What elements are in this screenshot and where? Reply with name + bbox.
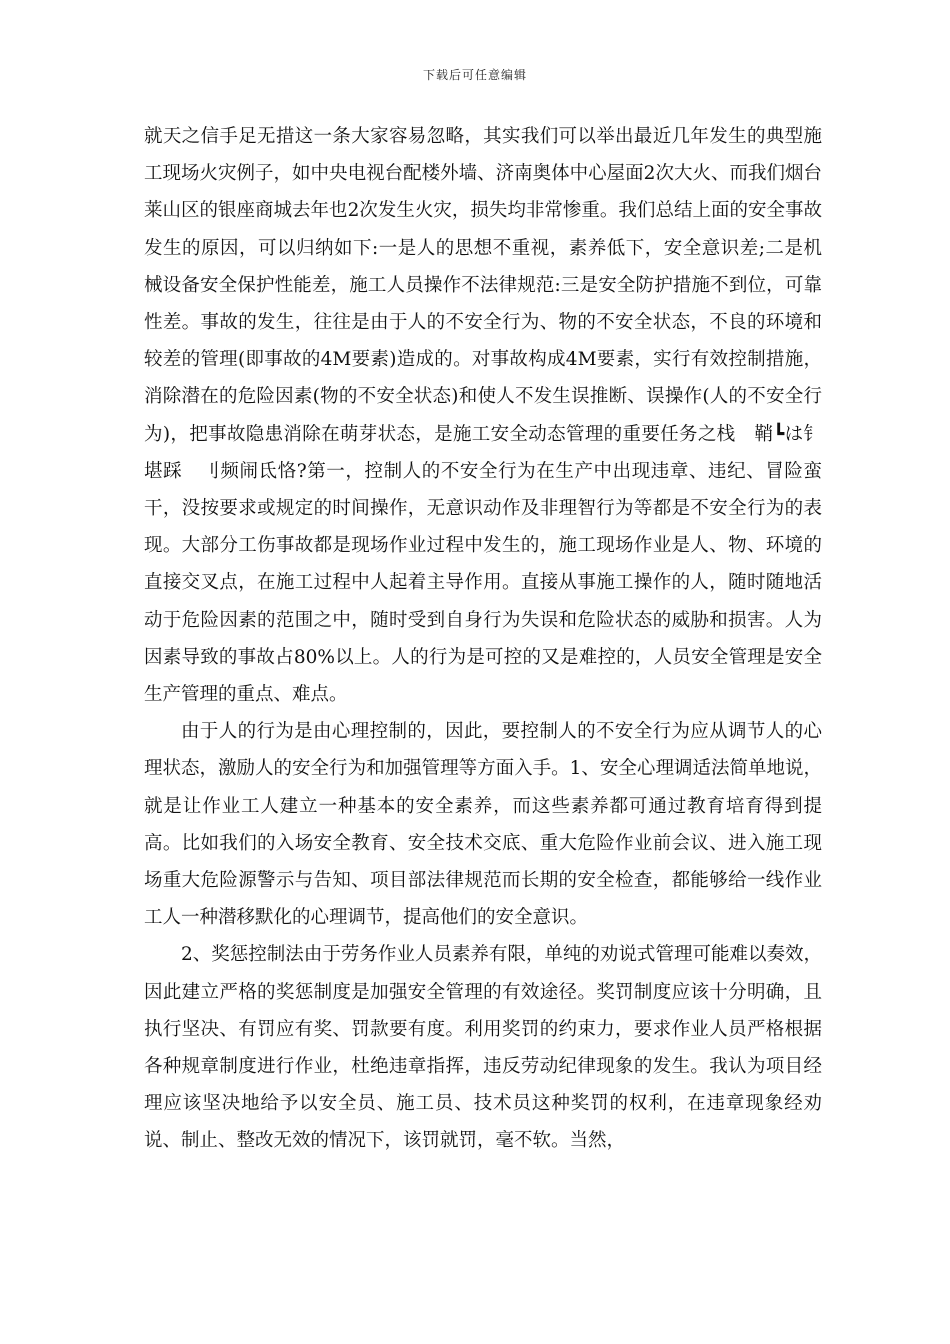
paragraph-2: 由于人的行为是由心理控制的，因此，要控制人的不安全行为应从调节人的心理状态，激励人的安全行为和加强管理等方面入手。1、安全心理调适法简单地说，就是让作业工人建立一种基本的安全素养，而这些素养都可通过教育培育得到提高。比如我们的入场安全教育、安全技术交底、重大危险作业前会议、进入施工现场重大危险源警示与告知、项目部法律规范而长期的安全检查，都能够给一线作业工人一种潜移默化的心理调节，提高他们的安全意识。 [144,721,822,929]
body-text [144,118,822,1160]
paragraph-1: 就天之信手足无措这一条大家容易忽略，其实我们可以举出最近几年发生的典型施工现场火灾例子，如中央电视台配楼外墙、济南奥体中心屋面2次大火、而我们烟台莱山区的银座商城去年也2次发生火灾，损失均非常惨重。我们总结上面的安全事故发生的原因，可以归纳如下:一是人的思想不重视，素养低下，安全意识差;二是机械设备安全保护性能差，施工人员操作不法律规范:三是安全防护措施不到位，可靠性差。事故的发生，往往是由于人的不安全行为、物的不安全状态，不良的环境和较差的管理(即事故的4M要素)造成的。对事故构成4M要素，实行有效控制措施，消除潜在的危险因素(物的不安全状态)和使人不发生误推断、误操作(人的不安全行为)，把事故隐患消除在萌芽状态，是施工安全动态管理的重要任务之栈 鞘┗は钅堪踩 刂频闹氐恪?第一，控制人的不安全行为在生产中出现违章、违纪、冒险蛮干，没按要求或规定的时间操作，无意识动作及非理智行为等都是不安全行为的表现。大部分工伤事故都是现场作业过程中发生的，施工现场作业是人、物、环境的直接交叉点，在施工过程中人起着主导作用。直接从事施工操作的人，随时随地活动于危险因素的范围之中，随时受到自身行为失误和危险状态的威胁和损害。人为因素导致的事故占80%以上。人的行为是可控的又是难控的，人员安全管理是安全生产管理的重点、难点。 [144,126,822,706]
header-note: 下载后可任意编辑 [422,68,527,82]
paragraph-3: 2、奖惩控制法由于劳务作业人员素养有限，单纯的劝说式管理可能难以奏效，因此建立严格的奖惩制度是加强安全管理的有效途径。奖罚制度应该十分明确，且执行坚决、有罚应有奖、罚款要有度。利用奖罚的约束力，要求作业人员严格根据各种规章制度进行作业，杜绝违章指挥，违反劳动纪律现象的发生。我认为项目经理应该坚决地给予以安全员、施工员、技术员这种奖罚的权利，在违章现象经劝说、制止、整改无效的情况下，该罚就罚，毫不软。当然， [144,944,822,1152]
